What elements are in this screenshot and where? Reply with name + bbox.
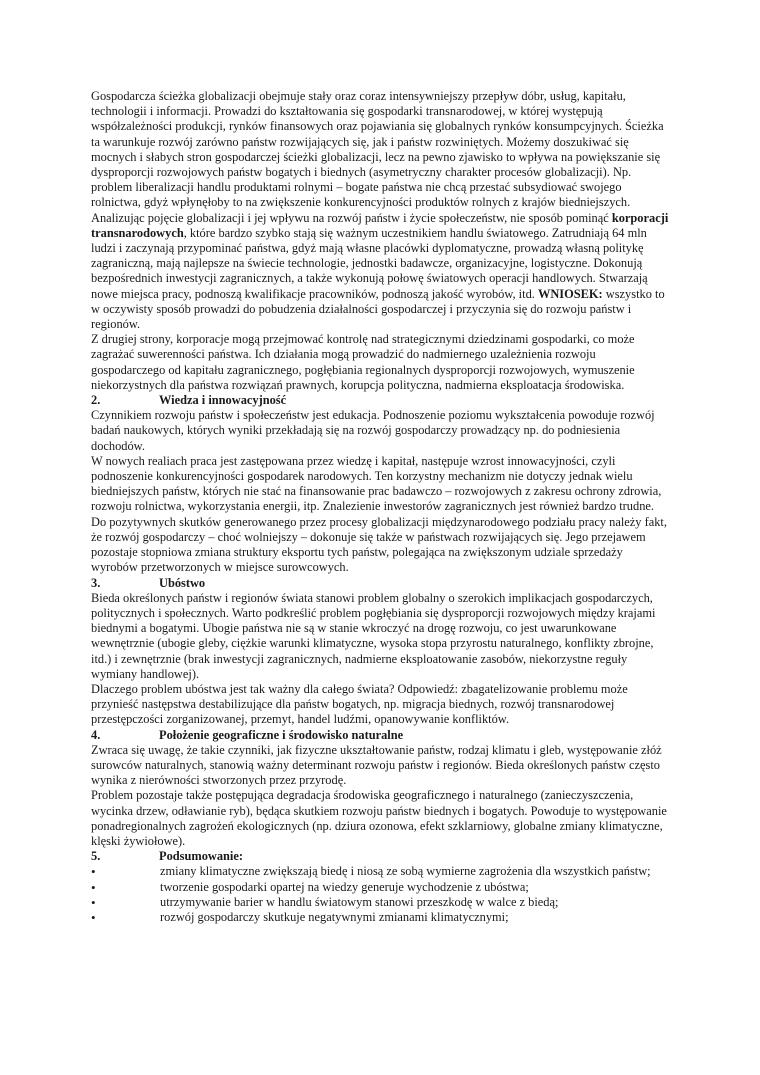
section-title: Ubóstwo: [159, 575, 206, 590]
paragraph-corporations-text-e: wszystko to w oczywisty sposób prowadzi do pobudzenia działalności gospodarczej i przyczynia się do rozwoju państw i regionów.: [91, 286, 665, 332]
keyword-transnational-corporations: korporacji transnarodowych: [91, 210, 669, 240]
paragraph-geography: Zwraca się uwagę, że takie czynniki, jak fizyczne ukształtowanie państw, rodzaj klimatu i gleb, występowanie złóż surowców naturalnych, stanowią ważny determinant rozwoju państw i regionów. Bieda określonych państw często wynika z nierówności stworzonych przez przyrodę.: [91, 742, 662, 788]
paragraph-environment: Problem pozostaje także postępująca degradacja środowiska geograficznego i naturalnego (zanieczyszczenia, wycinka drzew, odławianie ryb), będąca skutkiem rozwoju państw biednych i bogatych. Powoduje to występowanie ponadregionalnych zagrożeń ekologicznych (np. dziura ozonowa, efekt szklarniowy, globalne zmiany klimatyczne, klęski żywiołowe).: [91, 788, 667, 848]
list-item-text: zmiany klimatyczne zwiększają biedę i niosą ze sobą wymierne zagrożenia dla wszystkich państw;: [160, 864, 651, 879]
paragraph-poverty-importance: Dlaczego problem ubóstwa jest tak ważny dla całego świata? Odpowiedź: zbagatelizowanie problemu może przynieść następstwa destabilizujące dla państw bogatych, np. migracja biednych, rozwój transnarodowej przestępczości zorganizowanej, przemyt, handel ludźmi, opanowywanie konfliktów.: [91, 681, 628, 727]
keyword-conclusion: WNIOSEK:: [537, 286, 603, 301]
paragraph-corporations-text-a: Analizując pojęcie globalizacji i jej wpływu na rozwój państw i życie społeczeństw, nie sposób pominąć: [91, 210, 612, 225]
list-item: [91, 895, 672, 910]
section-number: 5.: [91, 849, 101, 864]
section-number: 4.: [91, 727, 101, 742]
paragraph-globalization-path: Gospodarcza ścieżka globalizacji obejmuje stały oraz coraz intensywniejszy przepływ dóbr, usług, kapitału, technologii i informacji. Prowadzi do kształtowania się gospodarki transnarodowej, w której występują współzależności produkcji, rynków finansowych oraz pojawiania się globalnych rynków konsumpcyjnych. Ścieżka ta warunkuje rozwój zarówno państw rozwijających się, jak i państw rozwiniętych. Możemy doszukiwać się mocnych i słabych stron gospodarczej ścieżki globalizacji, lecz na pewno zjawisko to wpływa na powiększanie się dysproporcji rozwojowych państw bogatych i biednych (asymetryczny charakter procesów globalizacji). Np. problem liberalizacji handlu produktami rolnymi – bogate państwa nie chcą przestać subsydiować swojego rolnictwa, gdyż wpłynęłoby to na zwiększenie konkurencyjności produktów rolnych z krajów biedniejszych.: [91, 89, 664, 210]
list-item-text: tworzenie gospodarki opartej na wiedzy generuje wychodzenie z ubóstwa;: [160, 879, 529, 894]
section-title: Podsumowanie:: [159, 849, 243, 864]
paragraph-positive-effects: Do pozytywnych skutków generowanego przez procesy globalizacji międzynarodowego podziału pracy należy fakt, że rozwój gospodarczy – choć wolniejszy – dokonuje się także w państwach rozwijających się. Jego przejawem pozostaje stopniowa zmiana struktury eksportu tych państw, polegająca na zwiększonym udziale sprzedaży wyrobów przetworzonych w miejsce surowcowych.: [91, 514, 667, 575]
list-item-text: rozwój gospodarczy skutkuje negatywnymi zmianami klimatycznymi;: [160, 909, 509, 924]
paragraph-innovation: W nowych realiach praca jest zastępowana przez wiedzę i kapitał, następuje wzrost innowacyjności, czyli podnoszenie konkurencyjności gospodarek narodowych. Ten korzystny mechanizm nie dotyczy jednak wielu biedniejszych państw, których nie stać na finansowanie prac badawczo – rozwojowych z zakresu ochrony zdrowia, rozwoju rolnictwa, wykorzystania energii, itp. Znalezienie inwestorów zagranicznych jest również bardzo trudne.: [91, 453, 662, 514]
section-heading-3: [91, 576, 672, 591]
list-item: [91, 880, 672, 895]
section-title: Wiedza i innowacyjność: [159, 393, 287, 408]
section-number: 2.: [91, 393, 101, 408]
section-heading-4: [91, 728, 672, 743]
paragraph-education: Czynnikiem rozwoju państw i społeczeństw jest edukacja. Podnoszenie poziomu wykształcenia powoduje rozwój badań naukowych, których wyniki przekładają się na rozwój gospodarczy prowadzący np. do podniesienia dochodów.: [91, 408, 655, 453]
paragraph-corporations-text-c: , które bardzo szybko stają się ważnym uczestnikiem handlu światowego. Zatrudniają 64 mln ludzi i zaczynają przypominać państwa, gdyż mają własne placówki dyplomatyczne, prowadzą własną politykę zagraniczną, mają najlepsze na świecie technologie, jednostki badawcze, organizacyjne, logistyczne. Dokonują bezpośrednich inwestycji zagranicznych, a także wykonują połowę światowych operacji handlowych. Stwarzają nowe miejsca pracy, podnoszą kwalifikacje pracowników, podnoszą jakość wyrobów, itd.: [91, 225, 648, 301]
section-title: Położenie geograficzne i środowisko naturalne: [159, 727, 404, 742]
paragraph-corporations: [91, 211, 672, 333]
paragraph-poverty: Bieda określonych państw i regionów świata stanowi problem globalny o szerokich implikacjach gospodarczych, politycznych i społecznych. Warto podkreślić problem pogłębiania się dysproporcji rozwojowych między krajami biednymi a bogatymi. Ubogie państwa nie są w stanie wkroczyć na drogę rozwoju, co jest uwarunkowane wewnętrznie (ubogie gleby, ciężkie warunki klimatyczne, wysoka stopa przyrostu naturalnego, konflikty zbrojne, itd.) i zewnętrznie (brak inwestycji zagranicznych, nadmierne eksploatowanie zasobów, niekorzystne reguły wymiany handlowej).: [91, 590, 656, 681]
section-number: 3.: [91, 575, 101, 590]
paragraph-corporations-risks: Z drugiej strony, korporacje mogą przejmować kontrolę nad strategicznymi dziedzinami gospodarki, co może zagrażać suwerenności państwa. Ich działania mogą prowadzić do nadmiernego uzależnienia rozwoju gospodarczego od kapitału zagranicznego, pogłębiania regionalnych dysproporcji rozwojowych, wymuszenie niekorzystnych dla państwa rozwiązań prawnych, korupcja polityczna, nadmierna eksploatacja środowiska.: [91, 332, 635, 392]
section-heading-2: [91, 393, 672, 408]
list-item: [91, 864, 672, 879]
list-item-text: utrzymywanie barier w handlu światowym stanowi przeszkodę w walce z biedą;: [160, 894, 559, 909]
list-item: [91, 910, 672, 925]
section-heading-5: [91, 849, 672, 864]
summary-list: [91, 864, 672, 925]
